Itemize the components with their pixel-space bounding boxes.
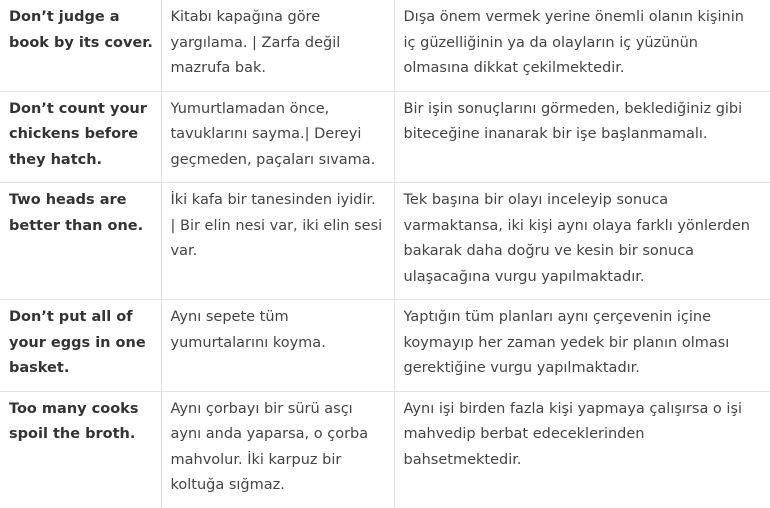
turkish-equivalent: Kitabı kapağına göre yargılama. | Zarfa değil mazrufa bak. bbox=[161, 0, 394, 91]
english-proverb: Too many cooks spoil the broth. bbox=[0, 391, 161, 508]
english-proverb: Two heads are better than one. bbox=[0, 183, 161, 300]
english-proverb: Don’t judge a book by its cover. bbox=[0, 0, 161, 91]
table-row bbox=[0, 183, 770, 300]
table-row bbox=[0, 300, 770, 392]
meaning: Bir işin sonuçlarını görmeden, beklediğiniz gibi biteceğine inanarak bir işe başlanmamalı. bbox=[394, 91, 770, 183]
meaning: Aynı işi birden fazla kişi yapmaya çalışırsa o işi mahvedip berbat edeceklerinden bahsetmektedir. bbox=[394, 391, 770, 508]
meaning: Tek başına bir olayı inceleyip sonuca varmaktansa, iki kişi aynı olaya farklı yönlerden bakarak daha doğru ve kesin bir sonuca ulaşacağına vurgu yapılmaktadır. bbox=[394, 183, 770, 300]
meaning: Yaptığın tüm planları aynı çerçevenin içine koymayıp her zaman yedek bir planın olması gerektiğine vurgu yapılmaktadır. bbox=[394, 300, 770, 392]
turkish-equivalent: Aynı sepete tüm yumurtalarını koyma. bbox=[161, 300, 394, 392]
turkish-equivalent: İki kafa bir tanesinden iyidir. | Bir elin nesi var, iki elin sesi var. bbox=[161, 183, 394, 300]
turkish-equivalent: Aynı çorbayı bir sürü asçı aynı anda yaparsa, o çorba mahvolur. İki karpuz bir koltuğa sığmaz. bbox=[161, 391, 394, 508]
english-proverb: Don’t count your chickens before they hatch. bbox=[0, 91, 161, 183]
table-row bbox=[0, 91, 770, 183]
meaning: Dışa önem vermek yerine önemli olanın kişinin iç güzelliğinin ya da olayların iç yüzünün olmasına dikkat çekilmektedir. bbox=[394, 0, 770, 91]
table-row bbox=[0, 0, 770, 91]
turkish-equivalent: Yumurtlamadan önce, tavuklarını sayma.| Dereyi geçmeden, paçaları sıvama. bbox=[161, 91, 394, 183]
english-proverb: Don’t put all of your eggs in one basket. bbox=[0, 300, 161, 392]
table-row bbox=[0, 391, 770, 508]
